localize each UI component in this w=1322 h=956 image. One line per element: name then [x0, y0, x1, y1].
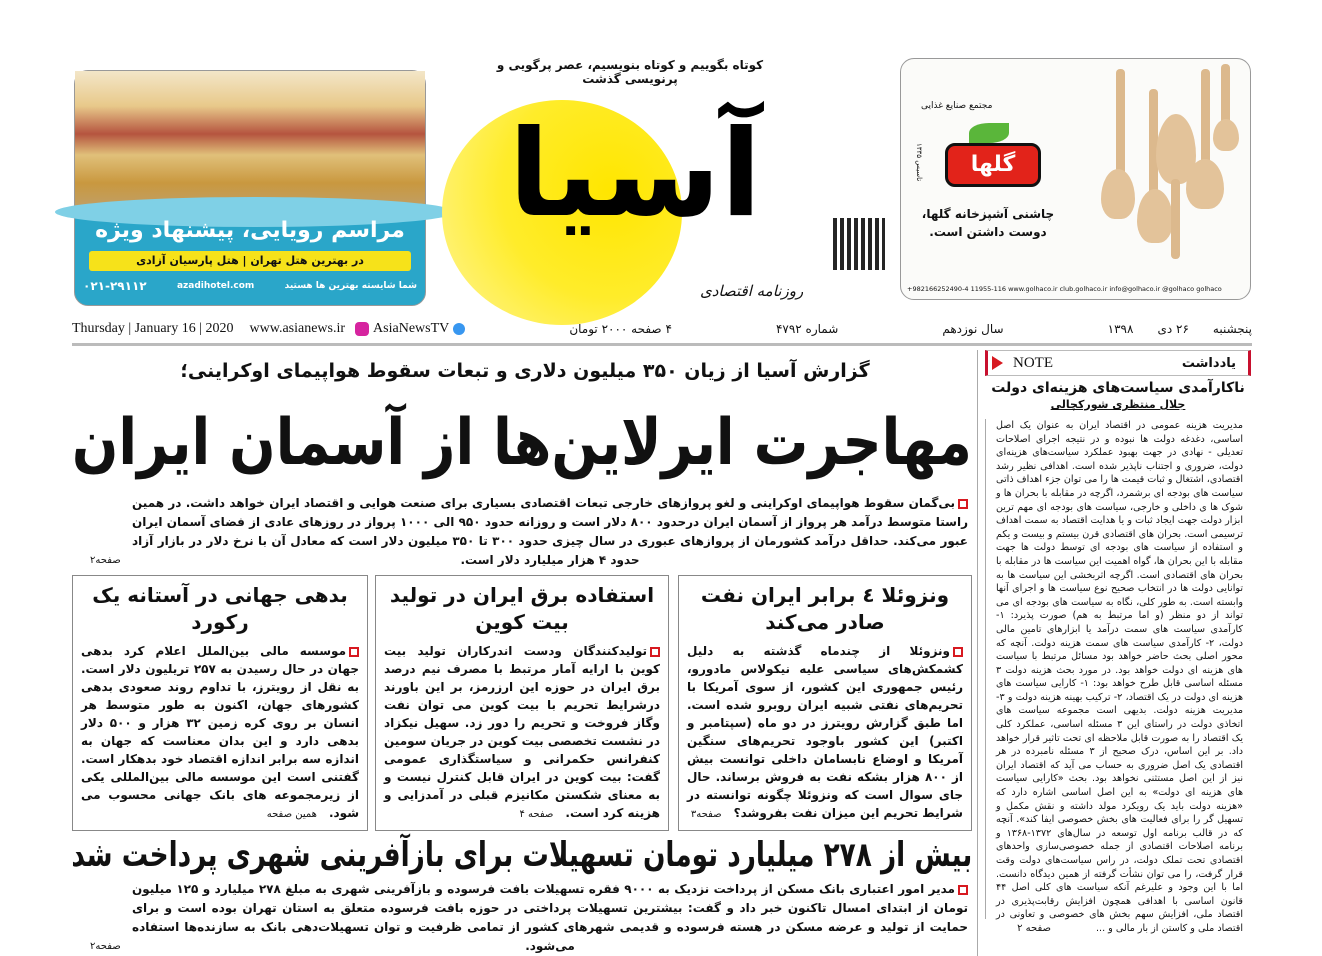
page-ref[interactable]: صفحه۳: [690, 809, 722, 820]
bullet-square-icon: [958, 499, 968, 509]
newspaper-logo: آسیا: [508, 105, 762, 244]
divider: [72, 343, 1252, 346]
note-label: NOTE: [1013, 354, 1053, 371]
editorial-label: یادداشت: [1181, 355, 1236, 371]
story-box-global-debt[interactable]: [72, 575, 368, 831]
box-title: استفاده برق ایران در تولید بیت کوین: [389, 583, 655, 634]
website-link[interactable]: www.asianews.ir: [249, 321, 346, 336]
bullet-square-icon: [958, 885, 968, 895]
main-headline[interactable]: مهاجرت ایرلاین‌ها از آسمان ایران: [71, 406, 972, 480]
page-ref[interactable]: صفحه۲: [90, 941, 121, 952]
page-ref[interactable]: صفحه۲: [90, 555, 121, 566]
instagram-handle[interactable]: AsiaNewsTV: [373, 321, 450, 336]
box-body: موسسه مالی بین‌الملل اعلام کرد بدهی جهان در حال رسیدن به ۲۵۷ تریلیون دلار است. به نقل از رویترز، با تداوم روند صعودی بدهی کشورهای جهان، اکنون به طور متوسط هر انسان بر روی کره زمین ۳۲ هزار و ۵۰۰ دلار بدهی دارد و این بدان معناست که جهان به اندازه سه برابر اندازه اقتصاد خود بدهکار است. گفتنی است این موسسه مالی بین‌المللی یکی از زیرمجموعه های بانک جهانی محسوب می شود.: [81, 644, 360, 820]
editorial-title[interactable]: ناکارآمدی سیاست‌های هزینه‌ای دولت: [991, 380, 1245, 396]
main-lead: [80, 494, 968, 570]
tagline: کوتاه بگوییم و کوتاه بنویسیم، عصر پرگویی و پرنویسی گذشت: [496, 58, 764, 86]
box-title: بدهی جهانی در آستانه یک رکورد: [92, 583, 348, 634]
volume-year: سال نوزدهم: [942, 322, 1004, 336]
newspaper-subtitle: روزنامه اقتصادی: [700, 282, 804, 300]
page-ref[interactable]: صفحه ۴: [519, 809, 554, 820]
weekday: پنجشنبه: [1212, 322, 1252, 336]
year-fa: ۱۳۹۸: [1107, 322, 1134, 336]
editorial-author: جلال منتظری شورکچالی: [1050, 398, 1186, 411]
ad-slogan: چاشنی آشپزخانه گلها، دوست داشتن است.: [921, 207, 1055, 239]
bullet-square-icon: [349, 647, 359, 657]
column-divider: [977, 350, 978, 956]
founded-label: تاسیس ۱۳۳۵: [915, 143, 923, 182]
box-body: ونزوئلا از چندماه گذشته به دلیل کشمکش‌های سیاسی علیه نیکولاس مادورو، رئیس جمهوری این کشور، از سوی آمریکا با تحریم‌های نفتی شبیه ایران روبرو شده است. اما طبق گزارش رویترز در دو ماه (سپتامبر و اکتبر) این کشور باوجود تحریم‌های سنگین آمریکا و اوضاع نابسامان داخلی توانست بیش از ۸۰۰ هزار بشکه نفت به فروش برساند. حال جای سوال است که ونزوئلا چگونه توانسته در شرایط تحریم این میزان نفت بفروشد؟: [687, 644, 963, 820]
golha-logo: گلها: [945, 143, 1041, 187]
ad-slogan: شما شایسته بهترین ها هستید: [284, 281, 417, 291]
story-box-venezuela[interactable]: [678, 575, 972, 831]
issue-number: شماره ۴۷۹۲: [775, 322, 839, 336]
date-fa: ۲۶ دی: [1157, 322, 1189, 336]
bottom-lead-text: مدیر امور اعتباری بانک مسکن از پرداخت نزدیک به ۹۰۰۰ فقره تسهیلات بافت فرسوده و بازآفرینی شهری به مبلغ ۲۷۸ میلیارد و ۱۲۵ میلیون تومان از ابتدای امسال تاکنون خبر داد و گفت: بیشترین تسهیلات پرداختی در حوزه بافت فرسوده متعلق به استان تهران بوده است و برای حمایت از تولید و عرضه مسکن در هسته فرسوده و قدیمی شهرهای کشور از تمامی ظرفیت و توان تسهیلات‌دهی بانک به سازنده‌ها استفاده می‌شود.: [132, 882, 968, 953]
date-english: Thursday | January 16 | 2020: [72, 321, 234, 336]
golha-advertisement[interactable]: [900, 58, 1251, 300]
ad-strip: در بهترین هتل تهران | هتل پارسیان آزادی: [89, 251, 411, 271]
arrow-icon: [992, 356, 1003, 370]
page-ref[interactable]: همین صفحه: [266, 809, 317, 820]
ad-website[interactable]: azadihotel.com: [176, 281, 255, 291]
main-lead-text: بی‌گمان سقوط هواپیمای اوکراینی و لغو پروازهای خارجی تبعات اقتصادی بسیاری برای صنعت هوایی و اقتصاد ایران خواهد داشت. در همین راستا متوسط درآمد هر پرواز از آسمان ایران درحدود ۸۰۰ دلار است و روزانه حدود ۹۵۰ الی ۱۰۰۰ پرواز در روزهای عادی از فضای آسمان ایران عبور می‌کند. حداقل درآمد کشورمان از پروازهای عبوری در سال چیزی حدود ۳۰۰ تا ۳۵۰ میلیون دلار است که معادل آن با نرخ دلار در بازار آزاد حدود ۴ هزار میلیارد دلار است.: [132, 496, 969, 567]
bottom-headline[interactable]: بیش از ۲۷۸ میلیارد تومان تسهیلات برای بازآفرینی شهری پرداخت شد: [71, 835, 973, 875]
ad-phone: ۰۲۱-۲۹۱۱۲: [83, 279, 147, 293]
pages-price: ۴ صفحه ۲۰۰۰ تومان: [569, 322, 672, 336]
company-label: مجتمع صنایع غذایی: [921, 101, 993, 111]
bullet-square-icon: [650, 647, 660, 657]
qr-code-icon[interactable]: [833, 218, 885, 270]
bullet-square-icon: [953, 647, 963, 657]
bottom-lead: [80, 880, 968, 956]
verified-icon: [453, 323, 465, 335]
main-kicker: گزارش آسیا از زیان ۳۵۰ میلیون دلاری و تبعات سقوط هواپیمای اوکراینی؛: [180, 360, 870, 382]
editorial-column: [985, 350, 1251, 956]
box-title: ونزوئلا ٤ برابر ایران نفت صادر می‌کند: [700, 583, 950, 634]
info-bar: [72, 318, 1252, 340]
box-body: تولیدکنندگان ودست اندرکاران تولید بیت کوین با ارایه آمار مرتبط با مصرف نیم درصد برق ایران در حوزه این ارزرمز، بر این باورند درشرایط تحریم با بیت کوین می توان نفت وگاز فروخت و تحریم را دور زد. سهیل نیکزاد در نشست تخصصی بیت کوین در جریان سومین کنفرانس حکمرانی و سیاستگذاری عمومی گفت: بیت کوین در ایران قابل کنترل نیست و به معنای شکستن مکانیزم قبلی در آمدزایی و هزینه کرد است.: [384, 644, 660, 820]
ad-contacts: +982166252490-4 11955-116 www.golhaco.ir club.golhaco.ir info@golhaco.ir @golhaco golhaco: [907, 285, 1222, 293]
instagram-icon: [355, 322, 369, 336]
story-box-bitcoin[interactable]: [375, 575, 669, 831]
editorial-body: مدیریت هزینه عمومی در اقتصاد ایران به عنوان یک اصل اساسی، دغدغه دولت ها نبوده و در نتیجه اجرای اصلاحات تعدیلی - نهادی در جهت بهبود عملکرد سیاست‌های هزینه‌ای دولت، ضروری و اجتناب ناپذیر شده است. اهدافی نظیر رشد اقتصادی، اشتغال و ثبات قیمت ها را می توان جزء اهداف ذاتی سیاست های بودجه ای برشمرد، اگرچه در مقابله با بحران ها و شوک ها ی داخلی و خارجی، سیاست های بودجه ای مهم ترین ابزار دولت جهت ایجاد ثبات و یا هدایت اقتصاد به سمت اهداف ترسیمی است. بحران های اقتصادی قرن بیستم و بیست و یکم و استفاده از سیاست های بودجه ای توسط دولت ها جهت مقابله با این بحران ها، گواه اهمیت این سیاست ها در مقابله با بحران های اقتصادی است. اگرچه اثربخشی این سیاست ها به توانایی دولت ها در انتخاب صحیح نوع سیاست ها و اجرای آنها وابسته است. به طور کلی، نگاه به سیاست های بودجه ای می تواند از دو منظر (و اما مرتبط به هم) صورت پذیرد: ۱- کارآمدی سیاست های سمت درآمد یا ابزارهای تامین مالی دولت، ۲- کارآمدی سیاست های سمت هزینه دولت. آنچه که محور اصلی بحث حاضر خواهد بود مسائل مرتبط با سیاست های هزینه ای دولت خواهد بود. در مورد بحث هزینه دولت ۳ مسئله اساسی قابل طرح خواهد بود: ۱- کارایی سیاست های هزینه ای دولت در یک اقتصاد، ۲- ترکیب بهینه هزینه دولت و ۳- مدیریت هزینه دولت. بدیهی است مجموعه سیاست های اتخاذی دولت در راستای این ۳ مسئله اساسی، عملکرد کلی یک اقتصاد را به صورت قابل ملاحظه ای تحت تاثیر قرار خواهد داد. بر این اساس، درک صحیح از ۳ مسئله نامبرده در هر اقتصادی یک اصل ضروری به حساب می آید که اقتصاد ایران نیز از این اصل مستثنی نخواهد بود. بحث «کارایی سیاست های هزینه ای دولت» به این اصل اساسی اشاره دارد که «هزینه دولت باید یک رویکرد مولد داشته و نقش مکمل و تسهیل گر را برای فعالیت های بخش خصوصی ایفا کند». آنچه که در قالب برنامه اول توسعه در سال‌های ۱۳۷۲-۱۳۶۸ و برنامه اصلاحات اقتصادی از جمله خصوصی‌سازی واحدهای اقتصادی تحت تملک دولت، در راس سیاست‌های دولت وقت قرار گرفت، را می توان نشأت گرفته از همین دیدگاه دانست. اما با این وجود و علیرغم آنکه سیاست های کلی اصل ۴۴ قانون اساسی با اهدافی همچون افزایش رقابت‌پذیری در اقتصاد ملی، افزایش سهم بخش های خصوصی و تعاونی در اقتصاد ملی و کاستن از بار مالی و ...: [985, 419, 1251, 919]
editorial-header: [985, 350, 1251, 376]
hotel-advertisement[interactable]: [74, 70, 426, 306]
leaf-icon: [969, 123, 1009, 143]
ad-headline: مراسم رویایی، پیشنهاد ویژه: [95, 218, 405, 243]
ballroom-photo: [75, 71, 425, 211]
page-ref[interactable]: صفحه ۲: [1017, 923, 1051, 934]
